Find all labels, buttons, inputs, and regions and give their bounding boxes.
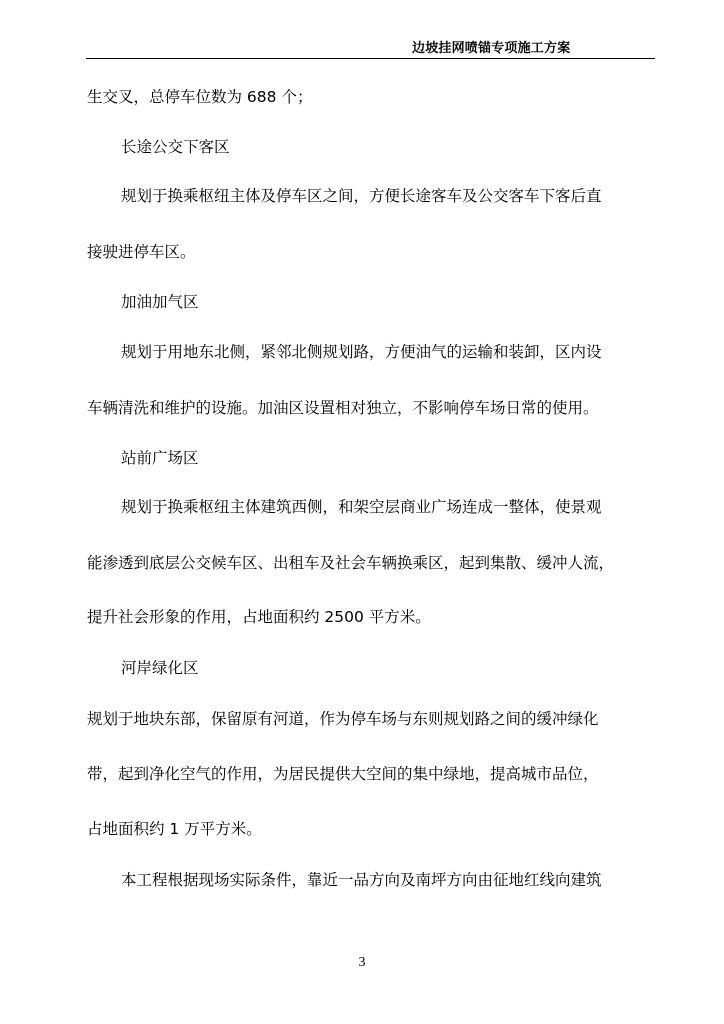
section-heading-long-distance-dropoff: 长途公交下客区 <box>121 138 230 156</box>
paragraph-line: 规划于用地东北侧，紧邻北侧规划路，方便油气的运输和装卸，区内设 <box>121 343 602 361</box>
paragraph-line: 规划于换乘枢纽主体及停车区之间，方便长途客车及公交客车下客后直 <box>121 187 602 205</box>
paragraph-line: 能渗透到底层公交候车区、出租车及社会车辆换乘区，起到集散、缓冲人流， <box>87 554 615 572</box>
paragraph-line: 占地面积约 1 万平方米。 <box>87 820 262 838</box>
paragraph-line: 车辆清洗和维护的设施。加油区设置相对独立，不影响停车场日常的使用。 <box>87 399 599 417</box>
paragraph-line: 本工程根据现场实际条件，靠近一品方向及南坪方向由征地红线向建筑 <box>121 871 602 889</box>
header-divider <box>86 58 655 59</box>
paragraph-line: 规划于换乘枢纽主体建筑西侧，和架空层商业广场连成一整体，使景观 <box>121 498 602 516</box>
page-number: 3 <box>358 955 366 970</box>
text-line-1: 生交叉，总停车位数为 688 个； <box>87 88 313 106</box>
section-heading-station-plaza: 站前广场区 <box>121 449 199 467</box>
paragraph-line: 带，起到净化空气的作用，为居民提供大空间的集中绿地，提高城市品位， <box>87 765 599 783</box>
section-heading-riverbank-greening: 河岸绿化区 <box>121 659 199 677</box>
section-heading-refueling-area: 加油加气区 <box>121 293 199 311</box>
paragraph-line: 提升社会形象的作用，占地面积约 2500 平方米。 <box>87 608 431 626</box>
paragraph-line: 接驶进停车区。 <box>87 243 196 261</box>
document-header-title: 边坡挂网喷锚专项施工方案 <box>412 41 571 56</box>
paragraph-line: 规划于地块东部，保留原有河道，作为停车场与东则规划路之间的缓冲绿化 <box>87 710 599 728</box>
